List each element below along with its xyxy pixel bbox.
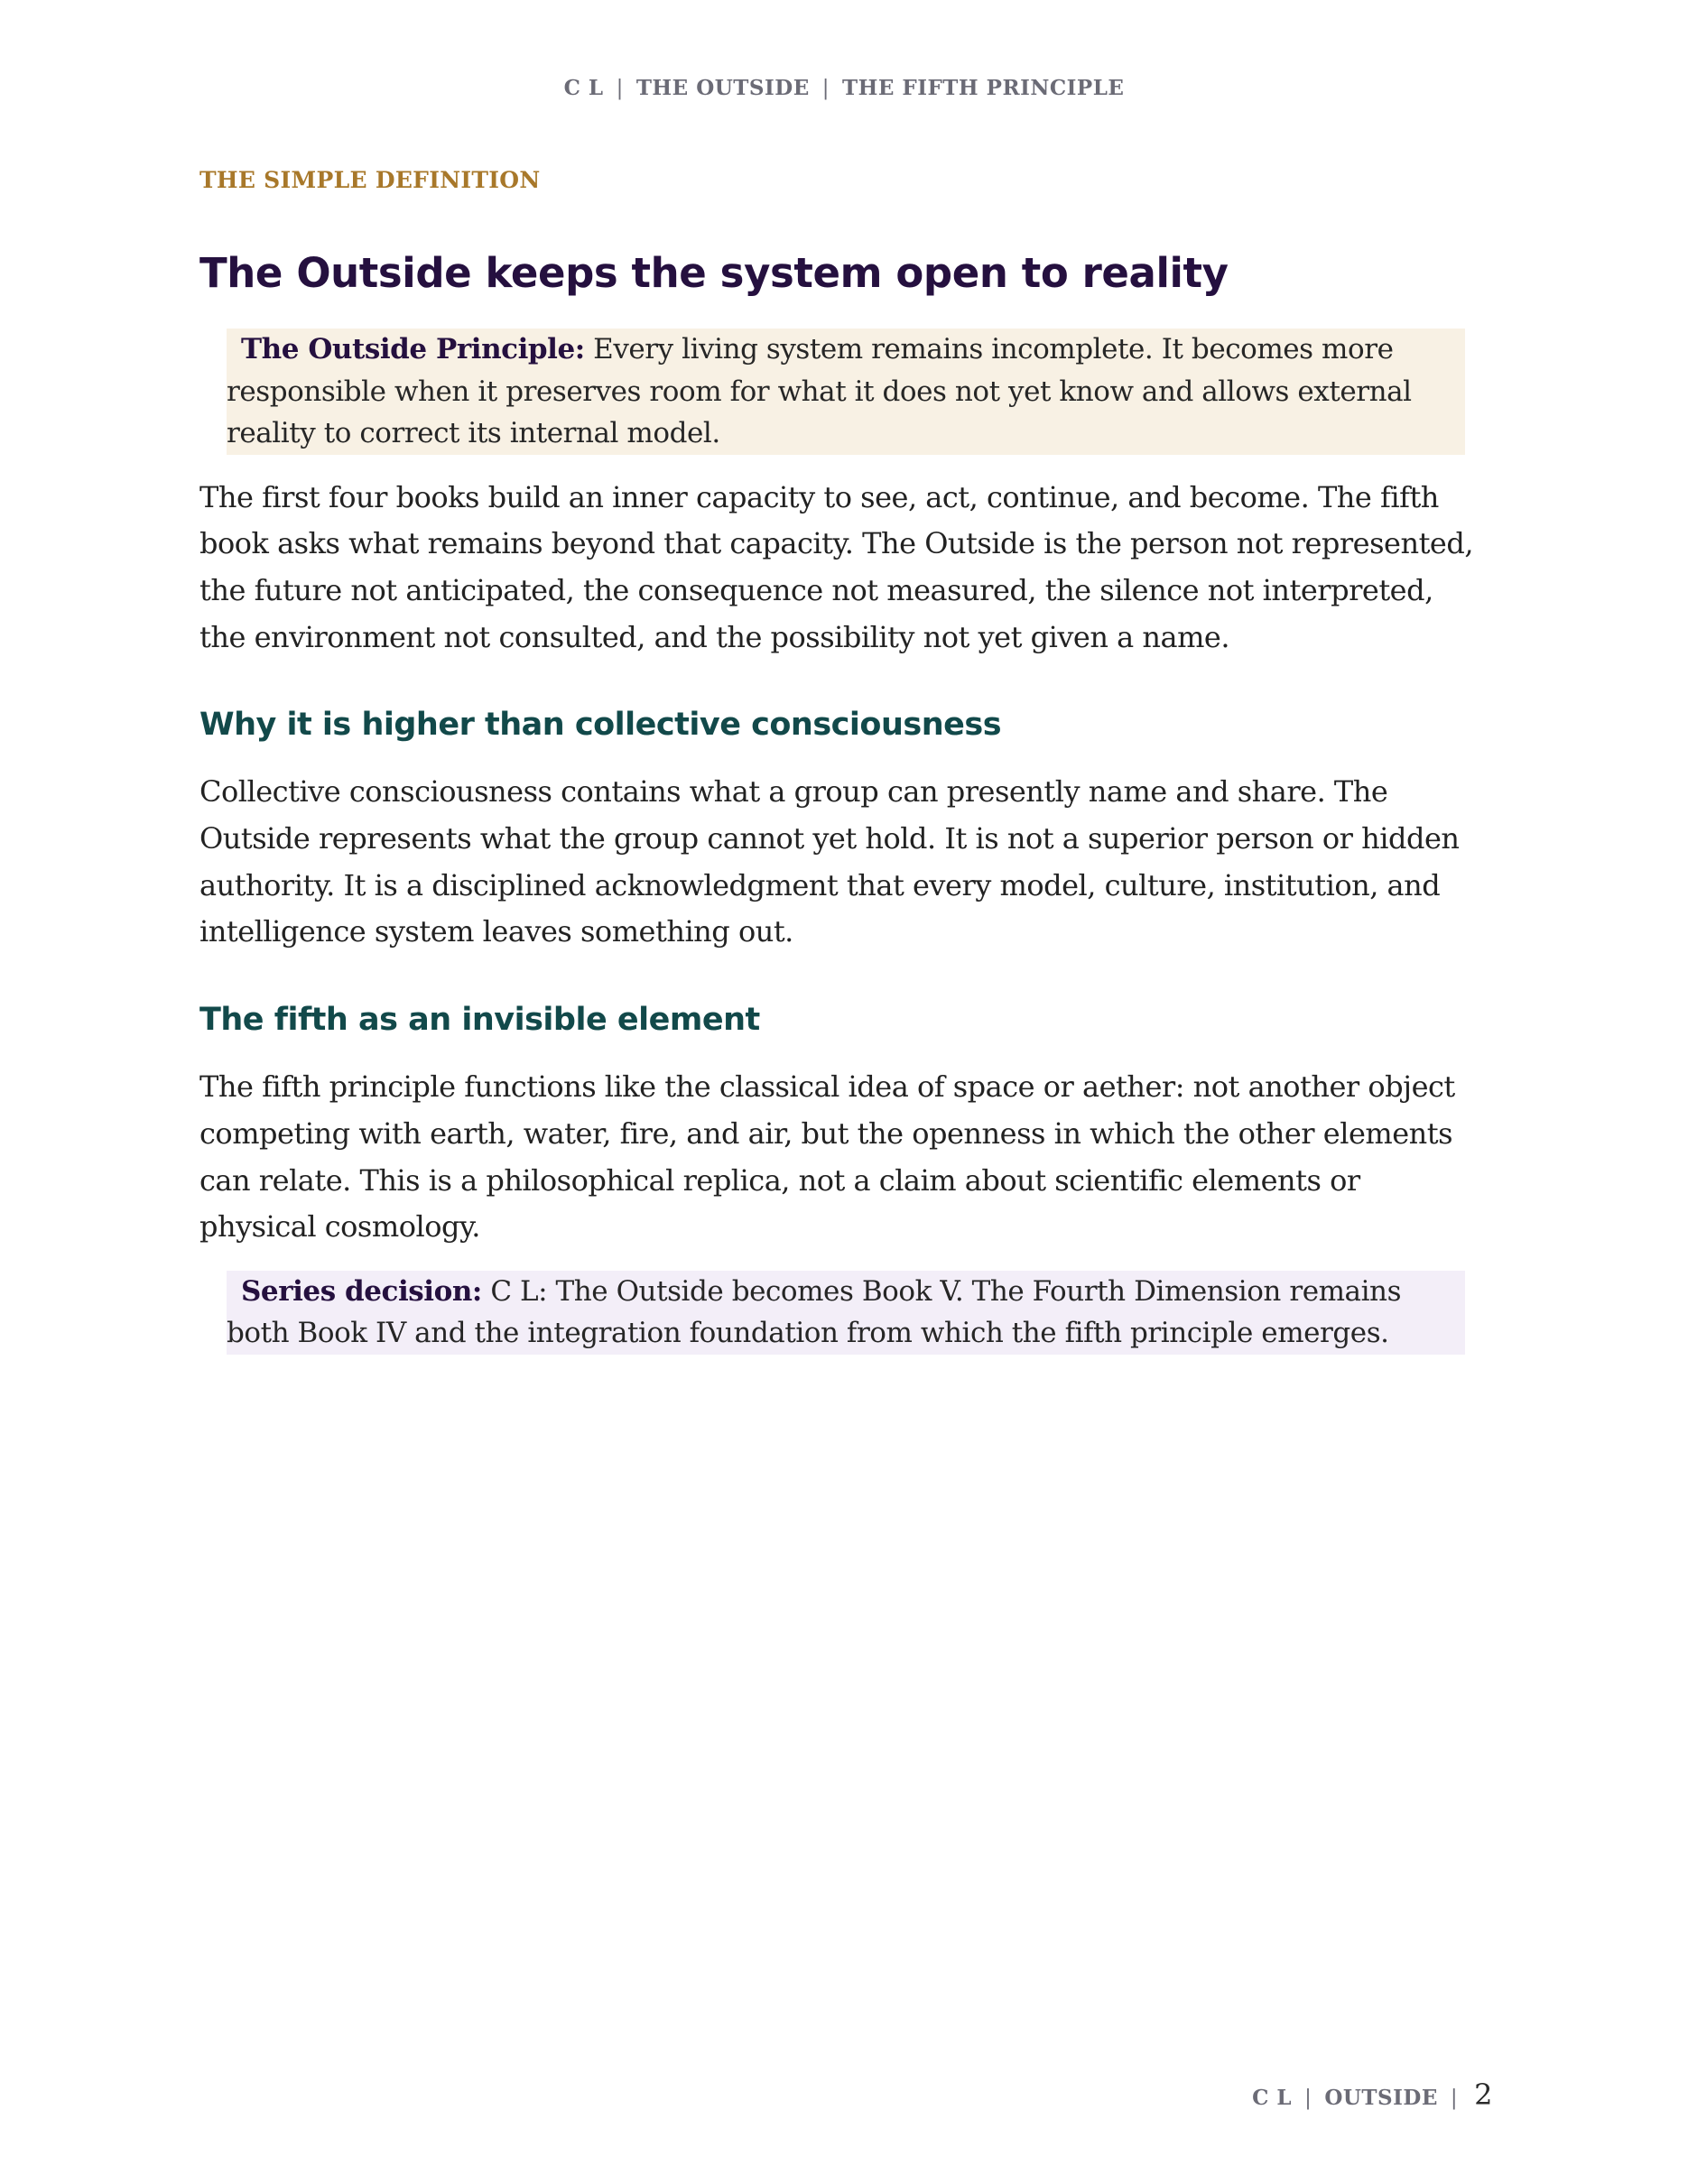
page-title: The Outside keeps the system open to reality xyxy=(199,249,1229,297)
page-number: 2 xyxy=(1474,2078,1493,2112)
footer-separator: | xyxy=(1450,2087,1459,2110)
footer-book: OUTSIDE xyxy=(1324,2086,1438,2110)
footer-series: C L xyxy=(1252,2086,1293,2110)
running-footer xyxy=(1252,2078,1493,2112)
running-header xyxy=(0,76,1688,100)
header-series: C L xyxy=(563,76,604,100)
section-kicker: THE SIMPLE DEFINITION xyxy=(199,167,541,193)
section-paragraph: The fifth principle functions like the classical idea of space or aether: not another object competing with earth, water, fire, and air, but the openness in which the other elements can relate. This is a philosophical replica, not a claim about scientific elements or physical cosmology. xyxy=(199,1069,1455,1245)
header-principle: THE FIFTH PRINCIPLE xyxy=(842,76,1125,100)
decision-callout-label: Series decision: xyxy=(241,1274,482,1308)
intro-paragraph: The first four books build an inner capacity to see, act, continue, and become. The fifth book asks what remains beyond that capacity. The Outside is the person not represented, the future not anticipated, the consequence not measured, the silence not interpreted, the environment not consulted, and the possibility not yet given a name. xyxy=(199,479,1474,654)
section-heading: The fifth as an invisible element xyxy=(199,1002,760,1039)
header-separator: | xyxy=(616,77,624,100)
header-separator: | xyxy=(821,77,830,100)
principle-callout-label: The Outside Principle: xyxy=(241,333,585,366)
page-content xyxy=(199,162,1481,1355)
section-heading: Why it is higher than collective consciousness xyxy=(199,707,1002,744)
decision-callout xyxy=(227,1271,1465,1355)
header-book: THE OUTSIDE xyxy=(635,76,810,100)
decision-callout-text: C L: The Outside becomes Book V. The Fourth Dimension remains both Book IV and the integration foundation from which the fifth principle emerges. xyxy=(227,1274,1402,1350)
principle-callout-text: Every living system remains incomplete. It becomes more responsible when it preserves room for what it does not yet know and allows external reality to correct its internal model. xyxy=(227,333,1412,449)
footer-separator: | xyxy=(1304,2087,1312,2110)
principle-callout xyxy=(227,329,1465,455)
section-paragraph: Collective consciousness contains what a group can presently name and share. The Outside represents what the group cannot yet hold. It is not a superior person or hidden authority. It is a disciplined acknowledgment that every model, culture, institution, and intelligence system leaves something out. xyxy=(199,774,1460,949)
